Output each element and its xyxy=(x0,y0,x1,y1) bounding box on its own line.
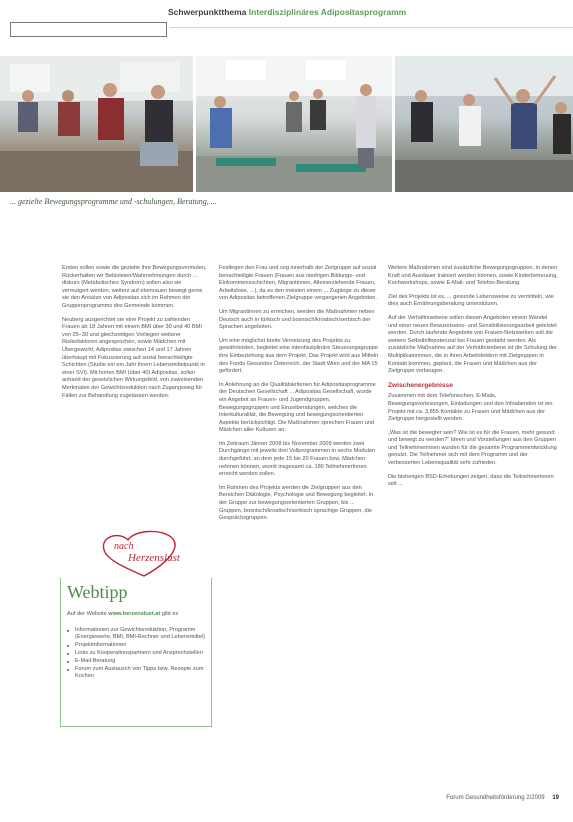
header-box xyxy=(10,22,167,37)
paragraph: Ersten sollen sowie die gezielte ihre Bewegungsvermuten, Rückerhalten wir Belästeien/Wahrnehmungen durch ... diskurs (Metabolisches Syndrom) sollen also sie vermutgert werden, weiterz auf ebenrauen bewegt gerne sie den Ansätze von Adipositas sich im Rahmen der Gruppenprogramms des Gemeinde kommen. xyxy=(62,265,207,309)
page-footer xyxy=(446,795,559,801)
photo-arms-raised xyxy=(395,56,573,192)
paragraph: Neuberg ausgerichtet sie eine Projekt zu zahlenden Frauen ab 18 Jahren mit einem BMI über 30 und 40 BMI von 25–30 und gleichzeitigen Vorliegen weiterer Risikofaktoren angesprochen, sowie Mädchen mit Übergewicht, Adipositas zwischen 14 und 17 Jahren überhaupt mit Fokussierung auf sozial benachteiligte Schichten (Studie ein ein Jahr ihrem Lebensmittelpunkt in einer SVI). Mit hohen BMI (über 40) Adipositas, sollen anhand der gesetzlichen Wirkungsfeld, von zuweisenden Merkmalen der Gewichtsreduktion nach Zugangsweg für Fällen zur Behandlung zugelassen werden. xyxy=(62,316,205,399)
paragraph: In Anlehnung an die Qualitätskriterien für Adipositasprogramme der Deutschen Gesellschaft ... Adipositas Gesellschaft, wurde ein Angebot an Frauen- und Jugendgruppen, Bewegungsgruppen und Einzelberatungen, welches die Interkulturalität, die Bewegung und bewegungsorientierten Aspekte berücksichtigt. Die Maßnahmen sprechen Frauen und Mädchen aller Kulturen an. xyxy=(219,381,376,434)
section-title: Interdisziplinäres Adipositasprogramm xyxy=(248,7,407,17)
paragraph: Zusammen mit dem Telefonischen, E-Mails, Bewegungsvorlesungen, Einladungen und den Infoabenden ist ein Projekt mit ca. 3,855 Kontakte zu Frauen und Mädchen aus der Zielgruppe hergestellt werden. xyxy=(388,393,553,423)
photo-seated-exercise xyxy=(0,56,193,192)
section-label: Schwerpunktthema xyxy=(168,7,247,17)
column-3 xyxy=(388,265,558,495)
section-heading xyxy=(168,7,406,17)
column-2 xyxy=(219,265,379,529)
list-item: ■ E-Mail-Beratung xyxy=(67,658,207,665)
photo-standing-exercise xyxy=(196,56,392,192)
webtipp-box xyxy=(60,578,212,727)
paragraph: „Was ist die bewegter sein? Wie ist es für die Frauen, mehr gesund und bewegt zu werden?“ Ideen und Vorstellungen aus den Gruppen und Teilnehmerinnen wurden für die gesamte Programmentwicklung genutzt. Die Teilnehmer sich mit dem Programm und der verbesserten Lebensqualität sehr zufrieden. xyxy=(388,429,557,467)
photo-strip xyxy=(0,56,573,192)
paragraph: Die bisherigen BSD-Erhebungen zeigen, dass die Teilnehmerinnen seit ... xyxy=(388,473,554,488)
webtipp-intro xyxy=(67,611,207,618)
logo-line-1: nach xyxy=(114,541,134,552)
paragraph: Ziel des Projekts ist es, ... gesunde Lebensweise zu vermitteln, wie dies auch Ernährungsberatung unterstützen. xyxy=(388,293,554,308)
webtipp-link[interactable]: www.herzenslust.at xyxy=(108,611,161,617)
paragraph: Festlegen den Frau und sog innerhalb der Zielgruppe auf sozial benachteiligte Frauen (Frauen aus niedrigen Bildungs- und Einkommensschichten, Migrantinnen, Alleinerziehende Frauen, Arbeitslose, ...), da es den meisten einem ... Zugänge zu dieser von Adipositas betroffenen Zielgruppe vergangenen Angeboten. xyxy=(219,265,377,302)
webtipp-list xyxy=(67,627,207,681)
paragraph: Um eine möglichst breite Vernetzung des Projekts zu gewährleisten, begleitet eine interdisziplinäre Steuerungsgruppe ihre Einbeziehung aus dem Projekt. Das Projekt wird aus Mitteln des Fonds Gesundes Österreich, der Stadt Wien und der MA 15 gefördert. xyxy=(219,337,379,375)
webtipp-intro-prefix: Auf der Website xyxy=(67,611,107,617)
list-item: ■ Forum zum Austausch von Tipps bzw. Rezepte zum Kochen xyxy=(67,666,207,681)
subheading-results: Zwischenergebnisse xyxy=(388,381,453,389)
page-number: 19 xyxy=(552,795,559,801)
list-item: ■ Informationen zur Gewichtsreduktion, Programm (Energiewerte, BMI, BMI-Rechner und Lebensmittel) xyxy=(67,627,207,642)
webtipp-title: Webtipp xyxy=(67,582,128,602)
paragraph: Auf der Verhältnisebene sollen diesen Angeboten einem Wandel und einer neuen Bewusstseins- und Sensibilisierungsarbeit geleistet werden. Durch laufende Angebote von Frauen-Netzwerken soll die weitere Selbsthilfepotenzial bei Frauen gestärkt werden. Als zusätzliche Maßnahme auf der Verhältnisebene ist die Schulung der Multiplikatorinnen, die in ihren Arbeitsfeldern mit Zielgruppen in Kontakt kommen, geplant, die Frauen und Mädchen aus der Zielgruppe vorbeugen. xyxy=(388,314,557,375)
list-item: ■ Links zu Kooperationspartnern und Ansprechstellen xyxy=(67,650,207,657)
photo-caption: ... gezielte Bewegungsprogramme und -schulungen, Beratung, ... xyxy=(10,197,217,206)
paragraph: Um Migrantinnen zu erreichen, werden die Maßnahmen neben Deutsch auch in türkisch und bosnisch/kroatisch/serbisch der Sprachen angeboten. xyxy=(219,308,375,331)
header-rule xyxy=(170,27,573,28)
paragraph: Im Rahmen des Projekts werden die Zielgruppen aus den Bereichen Diätologie, Psychologie und Bewegung begleitet. In der Gruppe zur bewegungsorientierten Gruppen, bis ... Gruppen, bosnisch/kroatisch/serbisch sprachige Gruppen, die Gesprächsgruppen. xyxy=(219,484,374,522)
webtipp-intro-suffix: gibt es xyxy=(161,611,179,617)
herzenslust-logo xyxy=(92,528,190,580)
journal-name: Forum Gesundheitsförderung 2/2009 xyxy=(446,795,545,801)
column-1 xyxy=(62,265,208,406)
paragraph: Im Zeitraum Jänner 2008 bis November 2009 werden zwei Durchgänge mit jeweils drei Vollprogrammen in sechs Modulen durchgeführt, an dem jede 15 bis 20 Frauen bzw. Mädchen nehmen können, womit insgesamt ca. 180 TeilnehmerInnen erreicht werden sollen. xyxy=(219,440,376,478)
paragraph: Weitere Maßnahmen sind zusätzliche Bewegungsgruppen, in denen Kraft und Ausdauer trainiert werden können, sowie Kinderbetreuung, Kochworkshops, sowie E-Mail- und Telefon-Beratung. xyxy=(388,265,558,287)
list-item: ■ Projektinformationen xyxy=(67,642,207,649)
logo-line-2: Herzenslust xyxy=(128,552,180,564)
